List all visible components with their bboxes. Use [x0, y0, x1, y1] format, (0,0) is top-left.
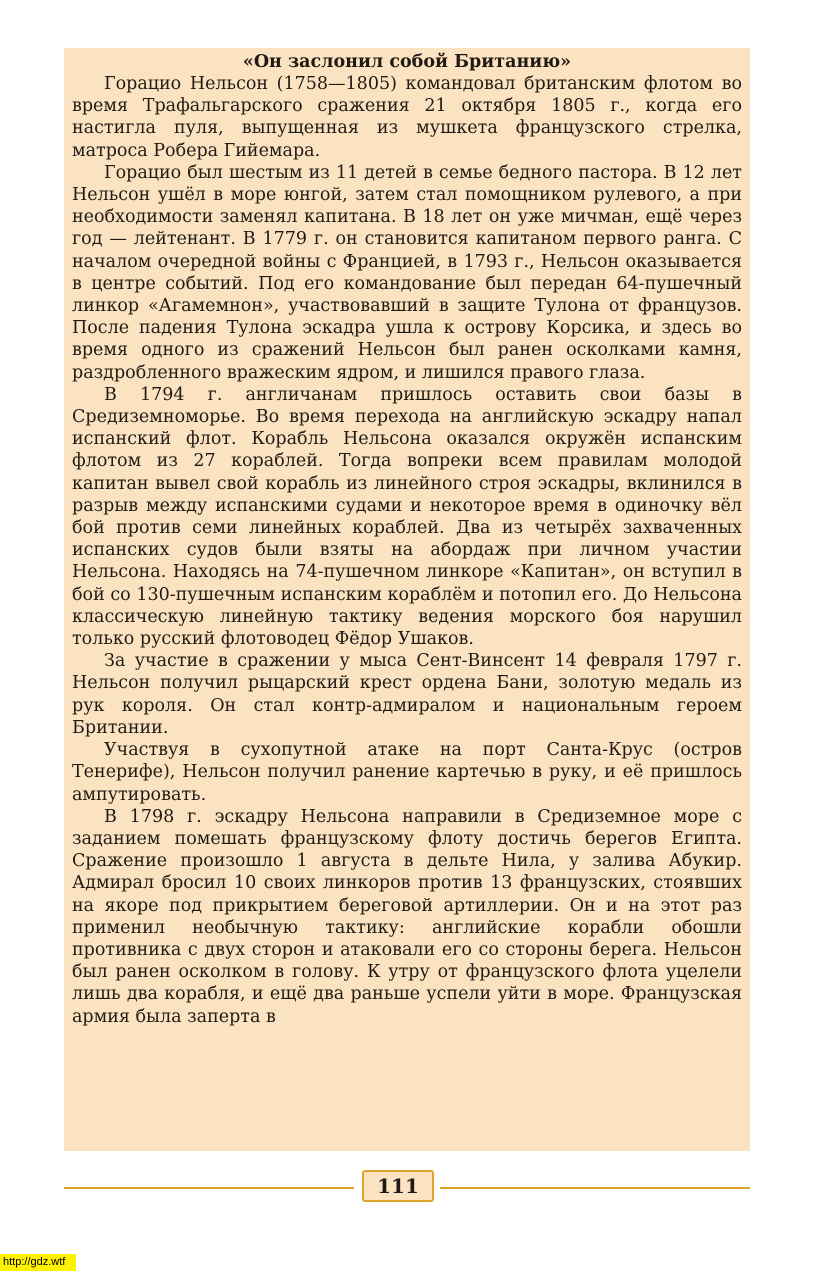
- watermark-link[interactable]: http://gdz.wtf: [0, 1254, 76, 1271]
- footer-rule-right: [440, 1187, 750, 1189]
- box-title: «Он заслонил собой Британию»: [242, 52, 572, 72]
- page-footer: [64, 1170, 750, 1204]
- info-box: [64, 48, 750, 1151]
- paragraph: Горацио был шестым из 11 детей в семье бедного пастора. В 12 лет Нельсон ушёл в море юнгой, затем стал помощником рулевого, а при необходимости заменял капитана. В 18 лет он уже мичман, ещё через год — лейтенант. В 1779 г. он становится капитаном первого ранга. С началом очередной войны с Францией, в 1793 г., Нельсон оказывается в центре событий. Под его командование был передан 64-пушечный линкор «Агамемнон», участвовавший в защите Тулона от французов. После падения Тулона эскадра ушла к острову Корсика, и здесь во время одного из сражений Нельсон был ранен осколками камня, раздробленного вражеским ядром, и лишился правого глаза.: [72, 162, 742, 383]
- page-number: 111: [362, 1170, 434, 1202]
- paragraph: Участвуя в сухопутной атаке на порт Санта-Крус (остров Тенерифе), Нельсон получил ранение картечью в руку, и её пришлось ампутировать.: [72, 740, 742, 805]
- paragraph: В 1798 г. эскадру Нельсона направили в Средиземное море с заданием помешать французскому флоту достичь берегов Египта. Сражение произошло 1 августа в дельте Нила, у залива Абукир. Адмирал бросил 10 своих линкоров против 13 французских, стоявших на якоре под прикрытием береговой артиллерии. Он и на этот раз применил необычную тактику: английские корабли обошли противника с двух сторон и атаковали его со стороны берега. Нельсон был ранен осколком в голову. К утру от французского флота уцелели лишь два корабля, и ещё два раньше успели уйти в море. Французская армия была заперта в: [72, 806, 742, 1027]
- paragraph: За участие в сражении у мыса Сент-Винсент 14 февраля 1797 г. Нельсон получил рыцарский крест ордена Бани, золотую медаль из рук короля. Он стал контр-адмиралом и национальным героем Британии.: [72, 651, 742, 738]
- paragraph: В 1794 г. англичанам пришлось оставить свои базы в Средиземноморье. Во время перехода на английскую эскадру напал испанский флот. Корабль Нельсона оказался окружён испанским флотом из 27 кораблей. Тогда вопреки всем правилам молодой капитан вывел свой корабль из линейного строя эскадры, вклинился в разрыв между испанскими судами и некоторое время в одиночку вёл бой против семи линейных кораблей. Два из четырёх захваченных испанских судов были взяты на абордаж при личном участии Нельсона. Находясь на 74-пушечном линкоре «Капитан», он вступил в бой со 130-пушечным испанским кораблём и потопил его. До Нельсона классическую линейную тактику ведения морского боя нарушил только русский флотоводец Фёдор Ушаков.: [72, 384, 742, 650]
- footer-rule-left: [64, 1187, 354, 1189]
- paragraph: Горацио Нельсон (1758—1805) командовал британским флотом во время Трафальгарского сражения 21 октября 1805 г., когда его настигла пуля, выпущенная из мушкета французского стрелка, матроса Робера Гийемара.: [72, 74, 742, 161]
